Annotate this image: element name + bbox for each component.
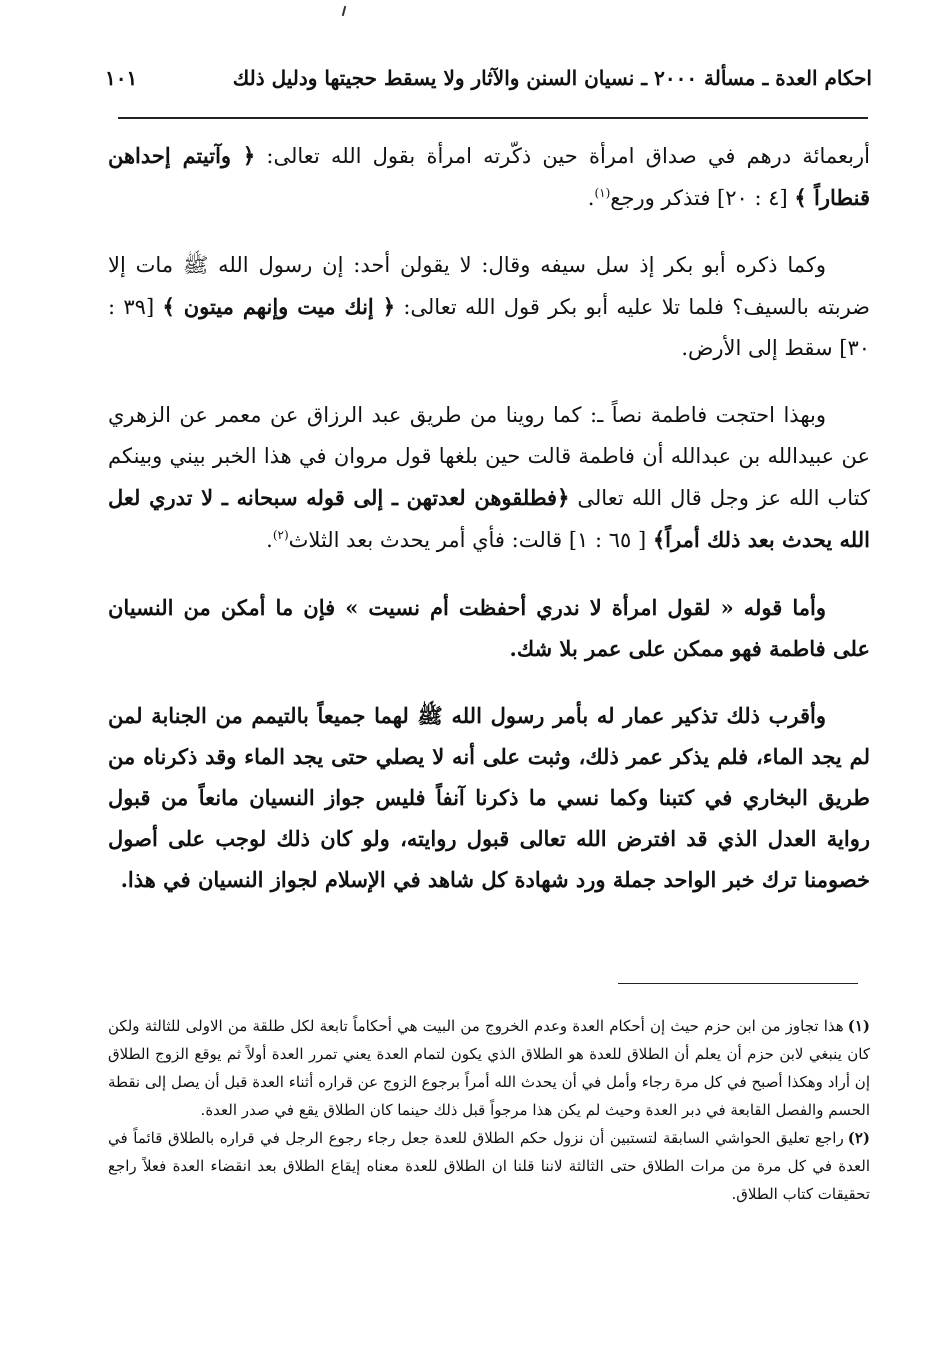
footnote-divider <box>618 983 858 984</box>
quran-quote: ﴿فطلقوهن لعدتهن ـ إلى قوله سبحانه ـ لا تدري لعل الله يحدث بعد ذلك أمراً﴾ <box>108 485 870 552</box>
text-run: [٤ : ٢٠] فتذكر ورجع <box>610 186 795 210</box>
paragraph-1 <box>108 135 870 219</box>
text-run: أربعمائة درهم في صداق امرأة حين ذكّرته امرأة بقول الله تعالى: <box>255 144 870 168</box>
footnote-text: هذا تجاوز من ابن حزم حيث إن أحكام العدة وعدم الخروج من البيت هي أحكاماً تابعة لكل طلقة من الاولى للثالثة ولكن كان ينبغي لابن حزم أن يعلم أن الطلاق للعدة هو الطلاق الذي يكون لتمام العدة يعني تمرر العدة أولاً ثم يوقع الزوج الطلاق إن أراد وهكذا أصبح في كل مرة رجاء وأمل في أن يحدث الله أمراً برجوع الزوج عن قراره أثناء العدة قبل أن يصل إلى نقطة الحسم والفصل القابعة في دبر العدة وحيث لم يكن هذا مرجواً قبل ذلك حينما كان الطلاق يقع في صدر العدة. <box>108 1017 870 1119</box>
text-run: وكما ذكره أبو بكر إذ سل سيفه وقال: لا يقولن أحد: إن رسول الله ﷺ مات إلا ضربته بالسيف؟ فلما تلا عليه أبو بكر قول الله تعالى: <box>108 253 870 319</box>
running-header <box>105 58 872 98</box>
page-number: ١٠١ <box>105 66 138 90</box>
text-run: وبهذا احتجت فاطمة نصاً ـ: كما روينا من طريق عبد الرزاق عن معمر عن الزهري عن عبيدالله بن عبدالله أن فاطمة قالت حين بلغها قول مروان في هذا الخبر بيني وبينكم كتاب الله عز وجل قال الله تعالى <box>108 403 870 510</box>
text-run: . <box>587 186 595 210</box>
footnote-2 <box>108 1124 870 1208</box>
paragraph-3 <box>108 395 870 561</box>
text-run: [٣٩ : ٣٠] سقط إلى الأرض. <box>108 295 870 360</box>
header-divider <box>118 117 868 119</box>
text-run: [ ٦٥ : ١] قالت: فأي أمر يحدث بعد الثلاث <box>288 528 653 552</box>
quran-quote: ﴿ إنك ميت وإنهم ميتون ﴾ <box>162 294 396 319</box>
quran-quote: ﴿ وآتيتم إحداهن قنطاراً ﴾ <box>108 143 870 210</box>
footnote-text: راجع تعليق الحواشي السابقة لتستبين أن نزول حكم الطلاق للعدة جعل رجاء رجوع الرجل في قراره بالطلاق قائماً في العدة في كل مرة من مرات الطلاق حتى الثالثة لاننا قلنا ان الطلاق للعدة معناه إيقاع الطلاق بعد انقضاء العدة فعلاً راجع تحقيقات كتاب الطلاق. <box>108 1129 870 1203</box>
scan-mark <box>342 6 347 16</box>
footnote-ref: (١) <box>594 186 611 200</box>
footnote-number: (١) <box>847 1017 871 1035</box>
paragraph-5: وأقرب ذلك تذكير عمار له بأمر رسول الله ﷺ لهما جميعاً بالتيمم من الجنابة لمن لم يجد الماء، فلم يذكر عمر ذلك، وثبت على أنه لا يصلي حتى يجد الماء وقد ذكرناه من طريق البخاري في كتبنا وكما نسي ما ذكرنا آنفاً فليس جواز النسيان مانعاً من قبول رواية العدل الذي قد افترض الله تعالى قبول روايته، ولو كان ذلك لوجب على أصول خصومنا ترك خبر الواحد جملة ورد شهادة كل شاهد في الإسلام لجواز النسيان في هذا. <box>108 703 870 892</box>
running-title: احكام العدة ـ مسألة ٢٠٠٠ ـ نسيان السنن والآثار ولا يسقط حجيتها ودليل ذلك <box>232 66 872 90</box>
paragraph-4: وأما قوله « لقول امرأة لا ندري أحفظت أم نسيت » فإن ما أمكن من النسيان على فاطمة فهو ممكن على عمر بلا شك. <box>108 595 870 661</box>
main-text <box>108 135 870 926</box>
paragraph-2 <box>108 245 870 369</box>
text-run: . <box>266 528 273 552</box>
footnote-number: (٢) <box>847 1129 870 1147</box>
footnotes <box>108 1012 870 1208</box>
footnote-1 <box>108 1012 870 1124</box>
footnote-ref: (٢) <box>272 528 289 542</box>
